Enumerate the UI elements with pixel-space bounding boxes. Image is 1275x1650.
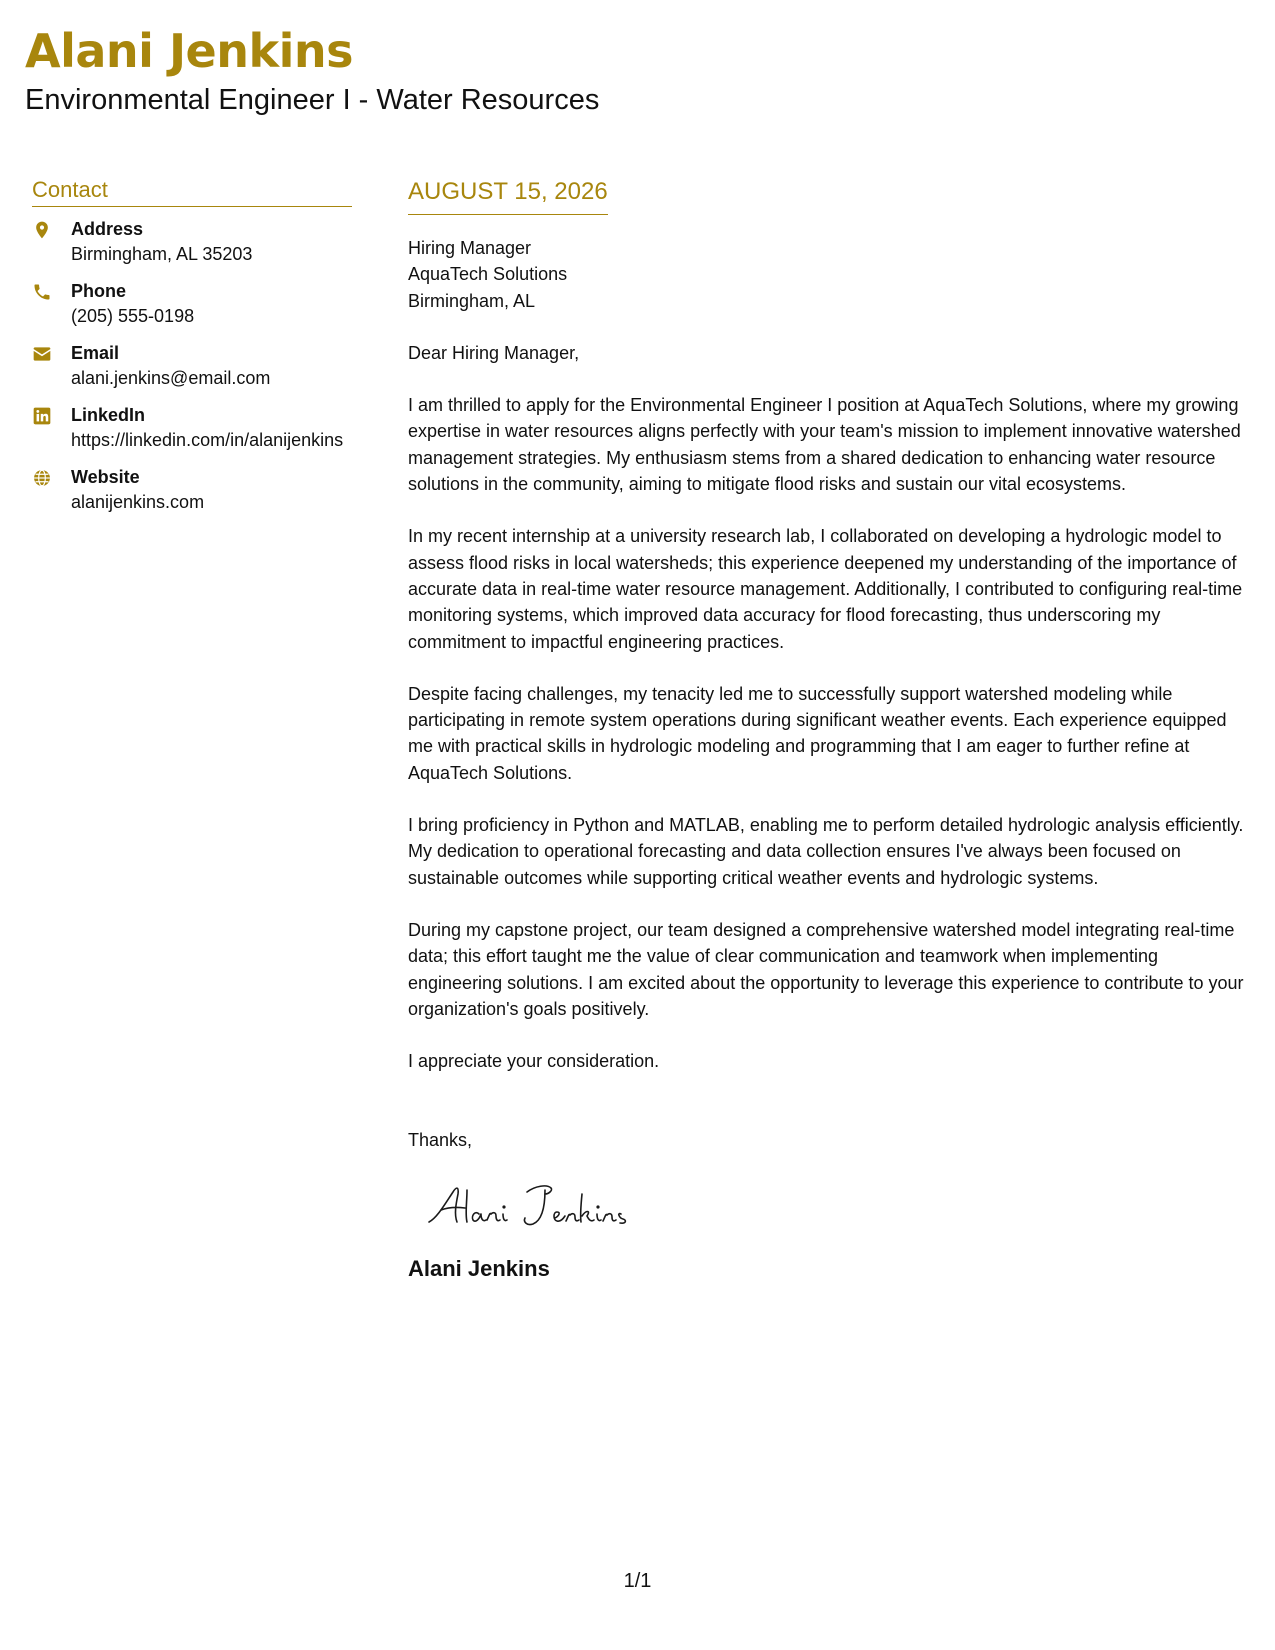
recipient-line: Hiring Manager bbox=[408, 238, 532, 258]
page-number: 1/1 bbox=[623, 1570, 652, 1592]
contact-heading: Contact bbox=[32, 176, 352, 207]
applicant-name: Alani Jenkins bbox=[25, 24, 353, 78]
letter-paragraph: I appreciate your consideration. bbox=[408, 1051, 660, 1072]
contact-label: Website bbox=[71, 467, 140, 487]
contact-value: https://linkedin.com/in/alanijenkins bbox=[71, 430, 344, 450]
contact-phone bbox=[32, 279, 352, 329]
map-pin-icon bbox=[32, 220, 52, 240]
job-title: Environmental Engineer I - Water Resources bbox=[25, 84, 600, 116]
contact-label: Phone bbox=[71, 281, 127, 301]
closing: Thanks, bbox=[408, 1130, 473, 1151]
recipient-block bbox=[408, 235, 1248, 314]
contact-value: alanijenkins.com bbox=[71, 492, 205, 512]
contact-email bbox=[32, 341, 352, 391]
contact-label: Address bbox=[71, 219, 144, 239]
contact-website bbox=[32, 465, 352, 515]
globe-icon bbox=[32, 468, 52, 488]
contact-value: (205) 555-0198 bbox=[71, 306, 195, 326]
handwritten-signature bbox=[423, 1174, 663, 1234]
letter-paragraph: I am thrilled to apply for the Environmental Engineer I position at AquaTech Solutions, where my growing expertise in water resources aligns perfectly with your team's mission to implement innovative watershed management strategies. My enthusiasm stems from a shared dedication to enhancing water resource solutions in the community, aiming to mitigate flood risks and sustain our vital ecosystems. bbox=[408, 395, 1241, 495]
contact-label: Email bbox=[71, 343, 120, 363]
contact-address bbox=[32, 217, 352, 267]
letter-date: AUGUST 15, 2026 bbox=[408, 176, 608, 215]
contact-label: LinkedIn bbox=[71, 405, 146, 425]
letter-paragraph: I bring proficiency in Python and MATLAB, enabling me to perform detailed hydrologic analysis efficiently. My dedication to operational forecasting and data collection ensures I've always been focused on sustainable outcomes while supporting critical weather events and hydrologic systems. bbox=[408, 815, 1244, 888]
contact-linkedin bbox=[32, 403, 352, 453]
letter-body bbox=[408, 176, 1248, 1284]
letter-paragraph: In my recent internship at a university research lab, I collaborated on developing a hydrologic model to assess flood risks in local watersheds; this experience deepened my understanding of the importance of accurate data in real-time water resource management. Additionally, I contributed to configuring real-time monitoring systems, which improved data accuracy for flood forecasting, thus underscoring my commitment to impactful engineering practices. bbox=[408, 526, 1243, 652]
phone-icon bbox=[32, 282, 52, 302]
letter-paragraph: Despite facing challenges, my tenacity led me to successfully support watershed modeling while participating in remote system operations during significant weather events. Each experience equipped me with practical skills in hydrologic modeling and programming that I am eager to further refine at AquaTech Solutions. bbox=[408, 683, 1227, 783]
salutation: Dear Hiring Manager, bbox=[408, 342, 580, 363]
letter-paragraph: During my capstone project, our team designed a comprehensive watershed model integrating real-time data; this effort taught me the value of clear communication and teamwork when implementing engineering solutions. I am excited about the opportunity to leverage this experience to contribute to your organization's goals positively. bbox=[408, 919, 1244, 1019]
recipient-line: AquaTech Solutions bbox=[408, 264, 568, 285]
contact-list bbox=[32, 217, 352, 515]
contact-value: alani.jenkins@email.com bbox=[71, 368, 271, 388]
signer-name: Alani Jenkins bbox=[408, 1255, 550, 1281]
envelope-icon bbox=[32, 344, 52, 364]
contact-value: Birmingham, AL 35203 bbox=[71, 244, 253, 264]
linkedin-icon bbox=[32, 406, 52, 426]
contact-sidebar bbox=[32, 176, 352, 527]
recipient-line: Birmingham, AL bbox=[408, 290, 536, 311]
